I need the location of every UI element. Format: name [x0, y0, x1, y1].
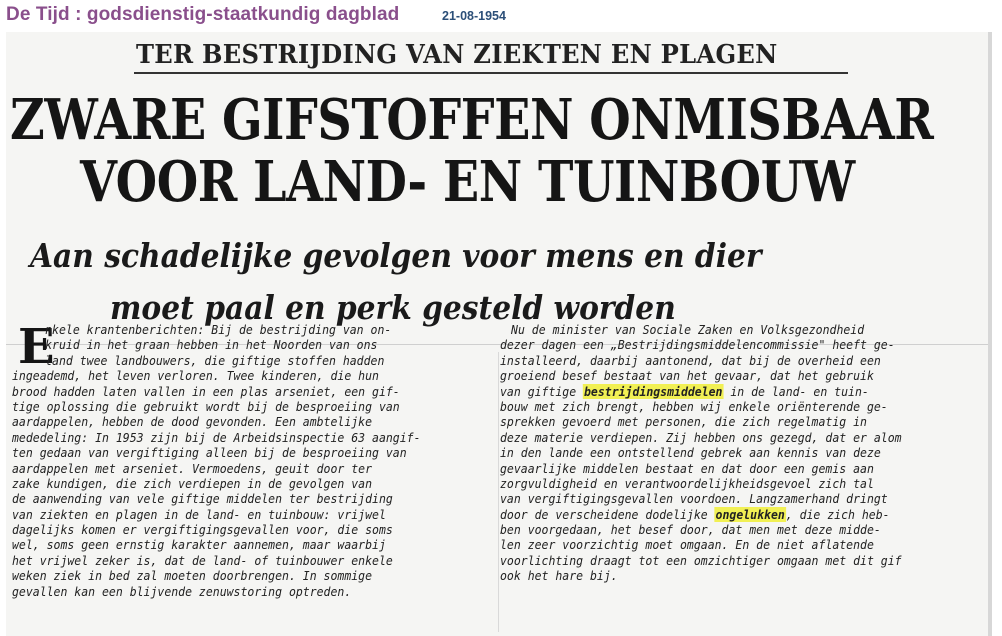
- viewer-header: [0, 0, 1002, 32]
- right-column-line: bouw met zich brengt, hebben wij enkele oriënterende ge-: [500, 398, 888, 414]
- right-column-line: sprekken gevoerd met personen, die zich regelmatig in: [500, 414, 867, 430]
- newspaper-title[interactable]: De Tijd : godsdienstig-staatkundig dagblad: [6, 4, 400, 25]
- right-column-line: ben voorgedaan, het besef door, dat men met deze midde-: [500, 522, 881, 538]
- left-column-line: tige oplossing die gebruikt wordt bij de besproeiing van: [12, 398, 400, 414]
- right-column-line: len zeer voorzichtig moet omgaan. En de niet aflatende: [500, 537, 874, 553]
- search-highlight[interactable]: bestrijdingsmiddelen: [584, 383, 723, 399]
- right-column-text: van giftige: [500, 383, 584, 399]
- left-column-line: het vrijwel zeker is, dat de land- of tuinbouwer enkele: [12, 552, 393, 568]
- right-column-line: deze materie verdiepen. Zij hebben ons gezegd, dat er alom: [500, 429, 902, 445]
- right-column-line: zorgvuldigheid en verantwoordelijkheidsgevoel zich tal: [500, 475, 874, 491]
- right-column-line: voorlichting draagt tot een omzichtiger omgaan met dit gif: [500, 552, 902, 568]
- article-kicker: TER BESTRIJDING VAN ZIEKTEN EN PLAGEN: [136, 40, 778, 70]
- right-column-line: [500, 507, 902, 522]
- right-column-line: in den lande een ontstellend gebrek aan kennis van deze: [500, 445, 881, 461]
- left-column-line: mededeling: In 1953 zijn bij de Arbeidsinspectie 63 aangif-: [12, 429, 421, 445]
- left-column: [12, 319, 456, 599]
- left-column-line: aardappelen, hebben de dood gevonden. Een ambtelijke: [12, 414, 373, 430]
- left-column-line: van ziekten en plagen in de land- en tuinbouw: vrijwel: [12, 506, 386, 522]
- subheadline-line-2: moet paal en perk gesteld worden: [110, 288, 676, 327]
- headline-line-1: ZWARE GIFSTOFFEN ONMISBAAR: [10, 87, 934, 153]
- left-column-line: ten gedaan van vergiftiging alleen bij de besproeiing van: [12, 445, 407, 461]
- kicker-underline: [134, 72, 848, 74]
- left-column-line: dagelijks komen er vergiftigingsgevallen voor, die soms: [12, 522, 393, 538]
- left-column-line: aardappelen met arseniet. Vermoedens, geuit door ter: [12, 460, 373, 476]
- viewer-margin: [994, 32, 1002, 636]
- right-column-line: gevaarlijke middelen bestaat en dat door een gemis aan: [500, 460, 874, 476]
- left-column-line: wel, soms geen ernstig karakter aannemen, maar waarbij: [12, 537, 386, 553]
- left-column-line: de aanwending van vele giftige middelen ter bestrijding: [12, 491, 393, 507]
- left-column-line: kruid in het graan hebben in het Noorden van ons: [45, 337, 378, 353]
- left-column-line: land twee landbouwers, die giftige stoffen hadden: [45, 352, 385, 368]
- left-column-line: ingeademd, het leven verloren. Twee kinderen, die hun: [12, 368, 379, 384]
- right-column-text: in de land- en tuin-: [723, 383, 869, 399]
- left-column-line: zake kundigen, die zich verdiepen in de gevolgen van: [12, 475, 373, 491]
- right-column-line: ook het hare bij.: [500, 568, 618, 584]
- right-column-line: Nu de minister van Sociale Zaken en Volksgezondheid: [511, 322, 865, 337]
- right-column: [500, 322, 937, 584]
- right-column-line: groeiend besef bestaat van het gevaar, dat het gebruik: [500, 368, 874, 384]
- clipping-edge: [988, 32, 992, 636]
- right-column-line: [500, 384, 902, 399]
- drop-cap: E: [18, 319, 55, 375]
- left-column-line: weken ziek in bed zal moeten doorbrengen. In sommige: [12, 568, 373, 584]
- left-column-line: nkele krantenberichten: Bij de bestrijding van on-: [45, 322, 392, 337]
- left-column-line: gevallen kan een blijvende zenuwstoring optreden.: [12, 583, 352, 599]
- right-column-text: door de verscheidene dodelijke: [500, 506, 715, 522]
- right-column-text: , die zich heb-: [785, 506, 890, 522]
- search-highlight[interactable]: ongelukken: [715, 506, 785, 522]
- subheadline-line-1: Aan schadelijke gevolgen voor mens en dier: [30, 236, 762, 275]
- left-column-line: brood hadden laten vallen in een plas arseniet, een gif-: [12, 383, 400, 399]
- headline-line-2: VOOR LAND- EN TUINBOUW: [80, 149, 855, 215]
- column-divider: [498, 352, 499, 632]
- publication-date: 21-08-1954: [442, 9, 506, 23]
- right-column-line: van vergiftigingsgevallen voordoen. Langzamerhand dringt: [500, 491, 888, 507]
- right-column-line: installeerd, daarbij aantonend, dat bij de overheid een: [500, 352, 881, 368]
- right-column-line: dezer dagen een „Bestrijdingsmiddelencommissie" heeft ge-: [500, 337, 895, 353]
